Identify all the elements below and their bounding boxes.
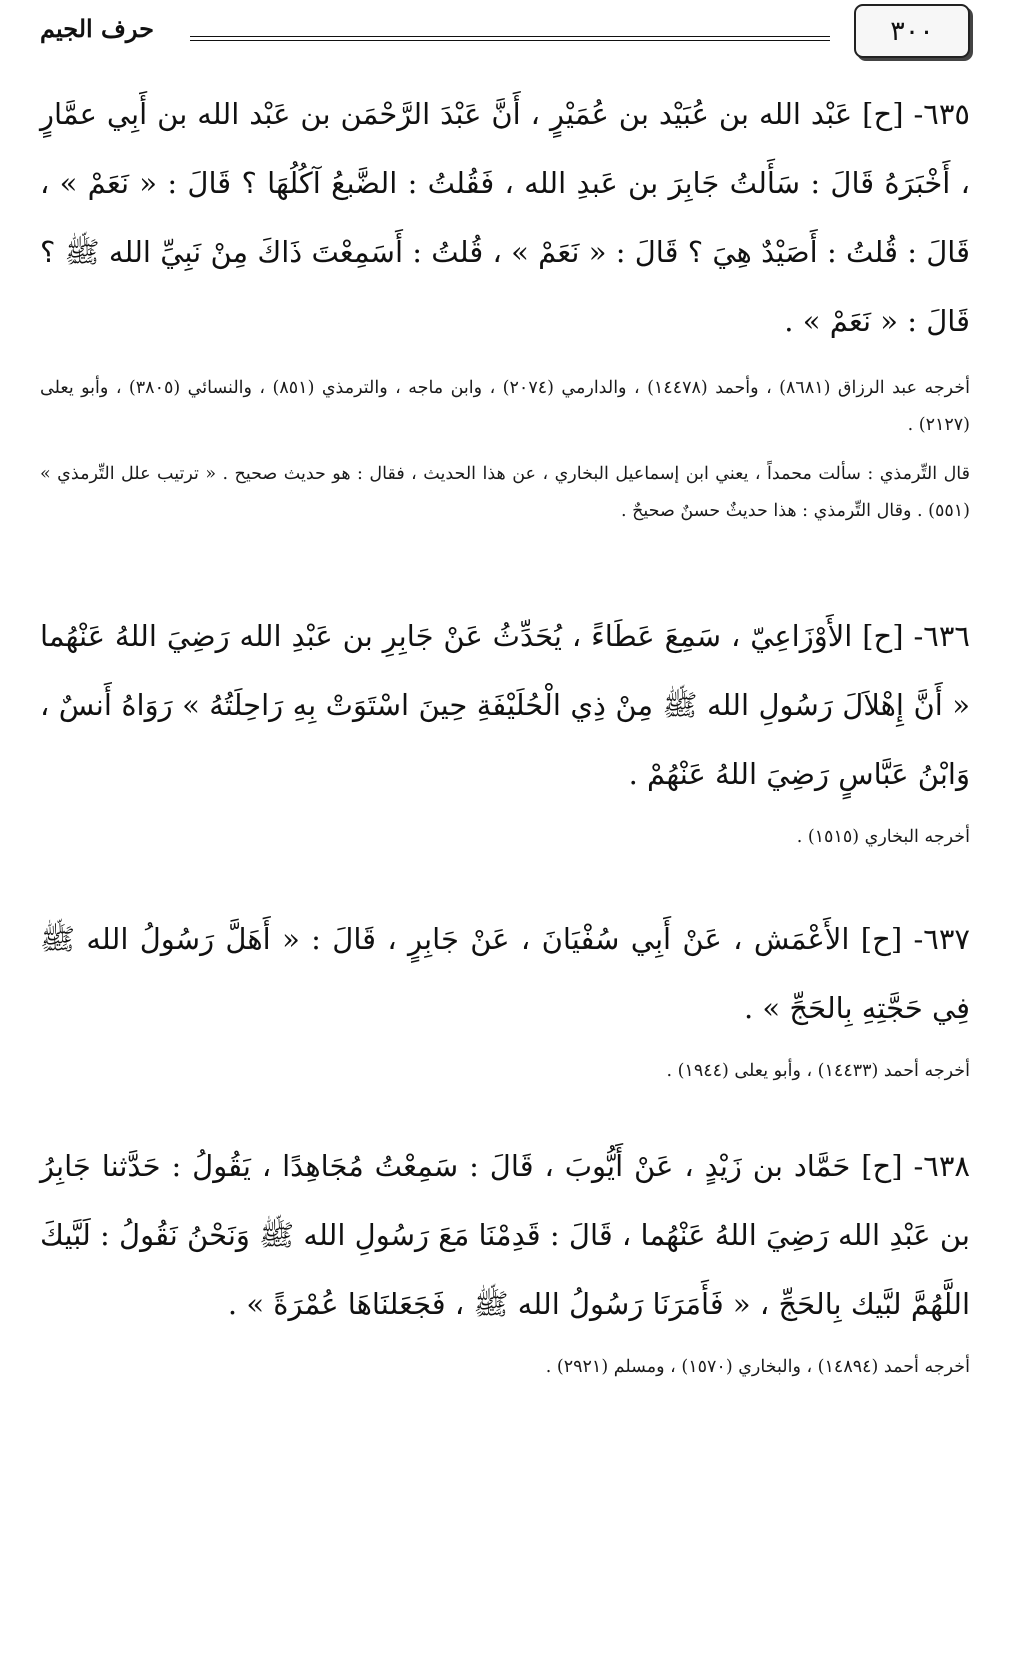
hadith-text [40, 905, 970, 1043]
takhrij-note: أخرجه أحمد (١٤٨٩٤) ، والبخاري (١٥٧٠) ، ومسلم (٢٩٢١) . [545, 1357, 970, 1377]
takhrij-note: أخرجه البخاري (١٥١٥) . [796, 827, 970, 847]
hadith-number: ٦٣٥ [923, 97, 970, 131]
hadith-body: - [ح] الأَوْزَاعِيّ ، سَمِعَ عَطَاءً ، يُحَدِّثُ عَنْ جَابِرِ بن عَبْدِ الله رَضِيَ اللهُ عَنْهُما « أَنَّ إِهْلاَلَ رَسُولِ الله ﷺ مِنْ ذِي الْحُلَيْفَةِ حِينَ اسْتَوَتْ بِهِ رَاحِلَتُهُ » رَوَاهُ أَنسٌ ، وَابْنُ عَبَّاسٍ رَضِيَ اللهُ عَنْهُمْ . [40, 619, 970, 791]
hadith-text [40, 80, 970, 356]
hadith-body: - [ح] الأَعْمَش ، عَنْ أَبِي سُفْيَانَ ، عَنْ جَابِرٍ ، قَالَ : « أَهَلَّ رَسُولُ الله ﷺ فِي حَجَّتِهِ بِالحَجِّ » . [40, 922, 970, 1025]
takhrij-note: أخرجه عبد الرزاق (٨٦٨١) ، وأحمد (١٤٤٧٨) ، والدارمي (٢٠٧٤) ، وابن ماجه ، والترمذي (٨٥١) ، والنسائي (٣٨٠٥) ، وأبو يعلى (٢١٢٧) . [40, 378, 970, 435]
hadith-text [40, 1132, 970, 1339]
hadith-number: ٦٣٨ [923, 1149, 970, 1183]
takhrij-note: أخرجه أحمد (١٤٤٣٣) ، وأبو يعلى (١٩٤٤) . [666, 1061, 970, 1081]
page-number: ٣٠٠ [854, 4, 970, 58]
hadith-body: - [ح] حَمَّاد بن زَيْدٍ ، عَنْ أَيُّوبَ ، قَالَ : سَمِعْتُ مُجَاهِدًا ، يَقُولُ : حَدَّثنا جَابِرُ بن عَبْدِ الله رَضِيَ اللهُ عَنْهُما ، قَالَ : قَدِمْنَا مَعَ رَسُولِ الله ﷺ وَنَحْنُ نَقُولُ : لَبَّيكَ اللَّهُمَّ لبَّيك بِالحَجِّ ، « فَأَمَرَنَا رَسُولُ الله ﷺ ، فَجَعَلنَاهَا عُمْرَةً » . [40, 1149, 970, 1321]
takhrij-note: قال التِّرمذي : سألت محمداً ، يعني ابن إسماعيل البخاري ، عن هذا الحديث ، فقال : هو حديث صحيح . « ترتيب علل التِّرمذي » (٥٥١) . وقال التِّرمذي : هذا حديثٌ حسنٌ صحيحٌ . [40, 464, 970, 521]
hadith-number: ٦٣٧ [923, 922, 970, 956]
hadith-entry-635 [40, 80, 970, 530]
hadith-entry-636 [40, 602, 970, 856]
hadith-entry-638 [40, 1132, 970, 1386]
hadith-entry-637 [40, 905, 970, 1090]
hadith-number: ٦٣٦ [923, 619, 970, 653]
header-rule [190, 36, 830, 41]
hadith-body: - [ح] عَبْد الله بن عُبَيْد بن عُمَيْرٍ ، أَنَّ عَبْدَ الرَّحْمَن بن عَبْد الله بن أَبِي عمَّارٍ ، أَخْبَرَهُ قَالَ : سَأَلتُ جَابِرَ بن عَبدِ الله ، فَقُلتُ : الضَّبعُ آكُلُهَا ؟ قَالَ : « نَعَمْ » ، قَالَ : قُلتُ : أَصَيْدٌ هِيَ ؟ قَالَ : « نَعَمْ » ، قُلتُ : أَسَمِعْتَ ذَاكَ مِنْ نَبِيِّ الله ﷺ ؟ قَالَ : « نَعَمْ » . [40, 97, 970, 338]
book-page [40, 0, 970, 1657]
hadith-text [40, 602, 970, 809]
running-header [40, 0, 970, 70]
chapter-title: حرف الجيم [40, 14, 154, 43]
